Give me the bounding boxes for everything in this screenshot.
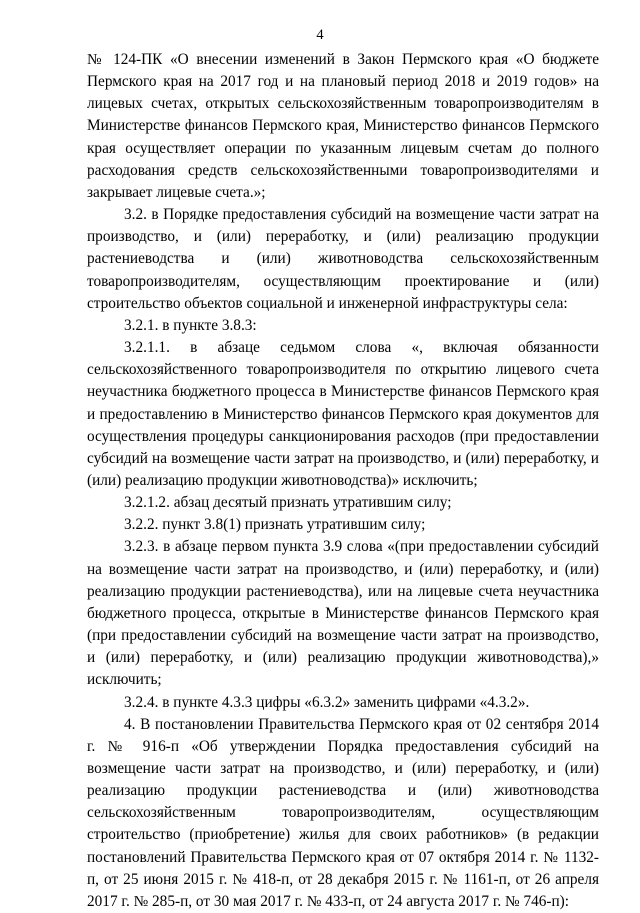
paragraph-3-2-4: 3.2.4. в пункте 4.3.3 цифры «6.3.2» заменить цифрами «4.3.2». <box>124 693 530 711</box>
paragraph-4: 4. В постановлении Правительства Пермского края от 02 сентября 2014 г. № 916-п «Об утверждении Порядка предоставления субсидий на возмещение части затрат на производство, и (или) переработку, и (или) реализацию продукции растениеводства и (или) животноводства сельскохозяйственным товаропроизводителям, осуществляющим строительство (приобретение) жилья для своих работников» (в редакции постановлений Правительства Пермского края от 07 октября 2014 г. № 1132-п, от 25 июня 2015 г. № 418-п, от 28 декабря 2015 г. № 1161-п, от 26 апреля 2017 г. № 285-п, от 30 мая 2017 г. № 433-п, от 24 августа 2017 г. № 746-п): <box>87 715 599 910</box>
paragraph-3-2-1-1: 3.2.1.1. в абзаце седьмом слова «, включая обязанности сельскохозяйственного товаропроизводителя по открытию лицевого счета неучастника бюджетного процесса в Министерстве финансов Пермского края и предоставлению в Министерство финансов Пермского края документов для осуществления процедуры санкционирования расходов (при предоставлении субсидий на возмещение части затрат на производство, и (или) переработку, и (или) реализацию продукции животноводства)» исключить; <box>87 339 599 489</box>
paragraph-3-2-1-2: 3.2.1.2. абзац десятый признать утратившим силу; <box>124 494 452 512</box>
paragraph-3-2-2: 3.2.2. пункт 3.8(1) признать утратившим силу; <box>124 516 426 534</box>
document-body <box>87 49 599 913</box>
page-number: 4 <box>316 27 324 43</box>
paragraph-3-2-1: 3.2.1. в пункте 3.8.3: <box>124 316 257 334</box>
paragraph-3-2-3: 3.2.3. в абзаце первом пункта 3.9 слова «(при предоставлении субсидий на возмещение части затрат на производство, и (или) переработку, и (или) реализацию продукции растениеводства), или на лицевые счета неучастника бюджетного процесса, открытые в Министерстве финансов Пермского края (при предоставлении субсидий на возмещение части затрат на производство, и (или) переработку, и (или) реализацию продукции животноводства),» исключить; <box>87 538 599 689</box>
paragraph-3-2: 3.2. в Порядке предоставления субсидий на возмещение части затрат на производство, и (или) переработку, и (или) реализацию продукции растениеводства и (или) животноводства сельскохозяйственным товаропроизводителям, осуществляющим проектирование и (или) строительство объектов социальной и инженерной инфраструктуры села: <box>87 206 599 312</box>
paragraph-1: № 124-ПК «О внесении изменений в Закон Пермского края «О бюджете Пермского края на 2017 год и на плановый период 2018 и 2019 годов» на лицевых счетах, открытых сельскохозяйственным товаропроизводителям в Министерстве финансов Пермского края, Министерство финансов Пермского края осуществляет операции по указанным лицевым счетам до полного расходования средств сельскохозяйственными товаропроизводителями и закрывает лицевые счета.»; <box>87 51 599 201</box>
